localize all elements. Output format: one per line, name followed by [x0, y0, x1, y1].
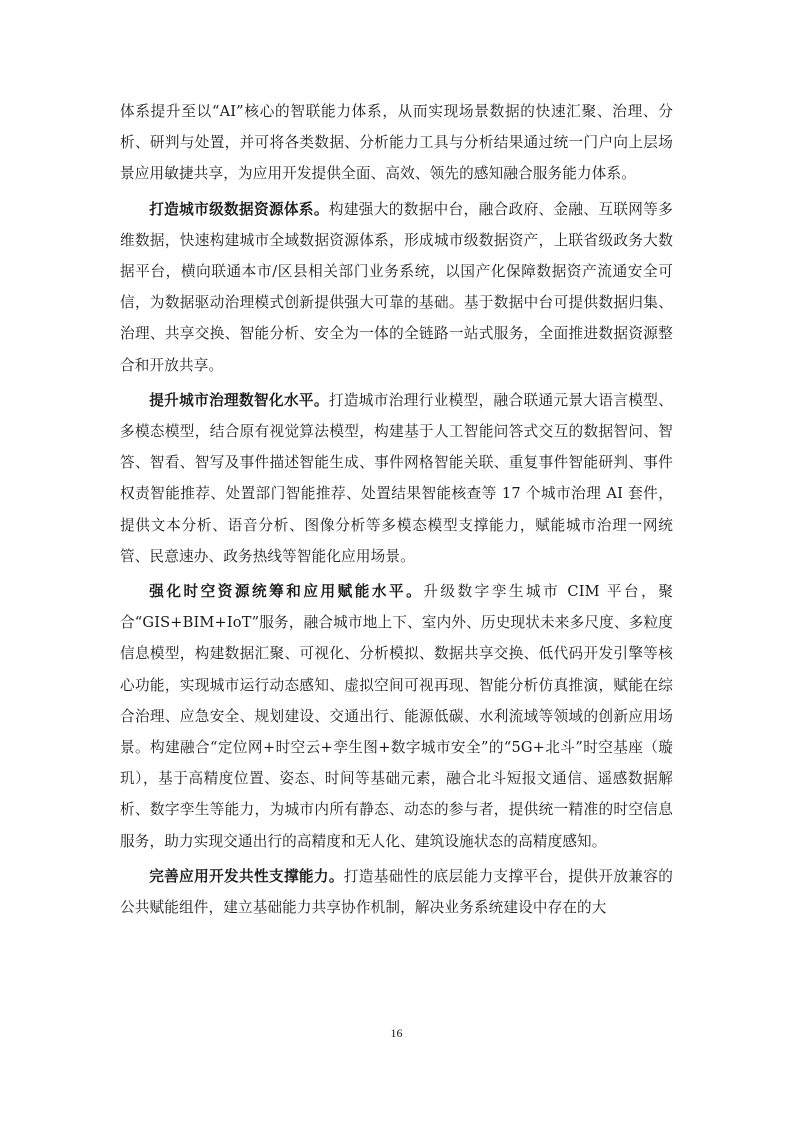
paragraph-data-resources — [120, 194, 673, 381]
page-number: 16 — [390, 1026, 403, 1040]
paragraph-text: 构建强大的数据中台，融合政府、金融、互联网等多维数据，快速构建城市全域数据资源体系，形成城市级数据资产，上联省级政务大数据平台，横向联通本市/区县相关部门业务系统，以国产化保障数据资产流通安全可信，为数据驱动治理模式创新提供强大可靠的基础。基于数据中台可提供数据归集、治理、共享交换、智能分析、安全为一体的全链路一站式服务，全面推进数据资源整合和开放共享。 — [120, 200, 673, 374]
paragraph-text: 打造城市治理行业模型，融合联通元景大语言模型、多模态模型，结合原有视觉算法模型，构建基于人工智能问答式交互的数据智问、智答、智看、智写及事件描述智能生成、事件网格智能关联、重复事件智能研判、事件权责智能推荐、处置部门智能推荐、处置结果智能核查等 17 个城市治理 AI 套件，提供文本分析、语音分析、图像分析等多模态模型支撑能力，赋能城市治理一网统管、民意速办、政务热线等智能化应用场景。 — [120, 391, 673, 565]
paragraph-continuation — [120, 96, 673, 190]
paragraph-heading: 强化时空资源统筹和应用赋能水平。 — [149, 583, 424, 601]
body-text — [120, 96, 673, 927]
paragraph-heading: 完善应用开发共性支撑能力。 — [149, 867, 344, 885]
paragraph-heading: 提升城市治理数智化水平。 — [149, 391, 329, 409]
paragraph-spatiotemporal — [120, 576, 673, 857]
paragraph-text: 升级数字孪生城市 CIM 平台，聚合“GIS+BIM+IoT”服务，融合城市地上下、室内外、历史现状未来多尺度、多粒度信息模型，构建数据汇聚、可视化、分析模拟、数据共享交换、低代码开发引擎等核心功能，实现城市运行动态感知、虚拟空间可视再现、智能分析仿真推演，赋能在综合治理、应急安全、规划建设、交通出行、能源低碳、水利流域等领域的创新应用场景。构建融合“定位网+时空云+孪生图+数字城市安全”的“5G+北斗”时空基座（璇玑），基于高精度位置、姿态、时间等基础元素，融合北斗短报文通信、遥感数据解析、数字孪生等能力，为城市内所有静态、动态的参与者，提供统一精准的时空信息服务，助力实现交通出行的高精度和无人化、建筑设施状态的高精度感知。 — [120, 583, 673, 850]
paragraph-text: 体系提升至以“AI”核心的智联能力体系，从而实现场景数据的快速汇聚、治理、分析、研判与处置，并可将各类数据、分析能力工具与分析结果通过统一门户向上层场景应用敏捷共享，为应用开发提供全面、高效、领先的感知融合服务能力体系。 — [120, 103, 673, 183]
paragraph-heading: 打造城市级数据资源体系。 — [149, 200, 329, 218]
paragraph-governance — [120, 385, 673, 572]
paragraph-app-development — [120, 861, 673, 923]
paragraph-text: 打造基础性的底层能力支撑平台，提供开放兼容的公共赋能组件，建立基础能力共享协作机制，解决业务系统建设中存在的大 — [120, 867, 673, 917]
